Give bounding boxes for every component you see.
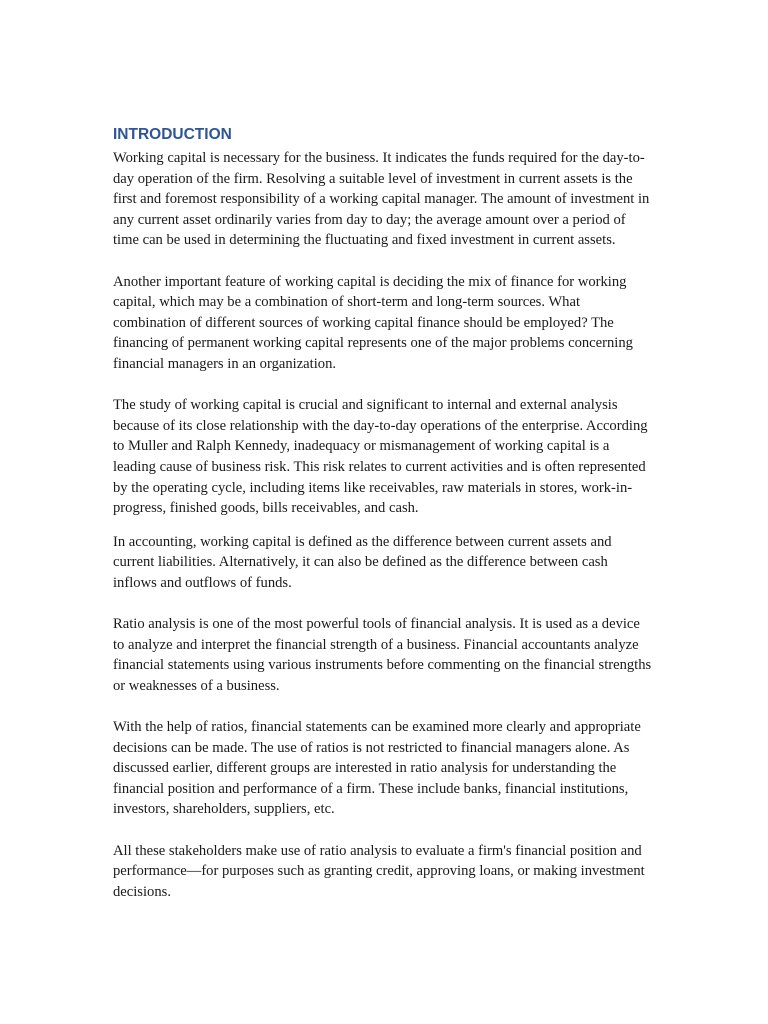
paragraph-accounting-definition: In accounting, working capital is defined as the difference between current assets and current liabilities. Alternatively, it can also be defined as the difference between cash inflows and outflows of funds. — [113, 533, 612, 591]
paragraph-working-capital-study: The study of working capital is crucial and significant to internal and external analysis because of its close relationship with the day-to-day operations of the enterprise. According to Muller and Ralph Kennedy, inadequacy or mismanagement of working capital is a leading cause of business risk. This risk relates to current activities and is often represented by the operating cycle, including items like receivables, raw materials in stores, work-in-progress, finished goods, bills receivables, and cash. — [113, 397, 648, 517]
paragraph-finance-mix: Another important feature of working capital is deciding the mix of finance for working capital, which may be a combination of short-term and long-term sources. What combination of different sources of working capital finance should be employed? The financing of permanent working capital represents one of the major problems concerning financial managers in an organization. — [113, 273, 633, 372]
paragraph-working-capital-definition: Working capital is necessary for the business. It indicates the funds required for the day-to-day operation of the firm. Resolving a suitable level of investment in current assets is the first and foremost responsibility of a working capital manager. The amount of investment in any current asset ordinarily varies from day to day; the average amount over a period of time can be used in determining the fluctuating and fixed investment in current assets. — [113, 150, 650, 249]
paragraph-ratio-users: With the help of ratios, financial statements can be examined more clearly and appropriate decisions can be made. The use of ratios is not restricted to financial managers alone. As discussed earlier, different groups are interested in ratio analysis for understanding the financial position and performance of a firm. These include banks, financial institutions, investors, shareholders, suppliers, etc. — [113, 719, 641, 818]
document-body — [113, 125, 653, 902]
paragraph-stakeholders: All these stakeholders make use of ratio analysis to evaluate a firm's financial position and performance—for purposes such as granting credit, approving loans, or making investment decisions. — [113, 842, 645, 900]
section-heading: INTRODUCTION — [113, 126, 232, 143]
paragraph-ratio-analysis: Ratio analysis is one of the most powerful tools of financial analysis. It is used as a device to analyze and interpret the financial strength of a business. Financial accountants analyze financial statements using various instruments before commenting on the financial strengths or weaknesses of a business. — [113, 616, 652, 694]
